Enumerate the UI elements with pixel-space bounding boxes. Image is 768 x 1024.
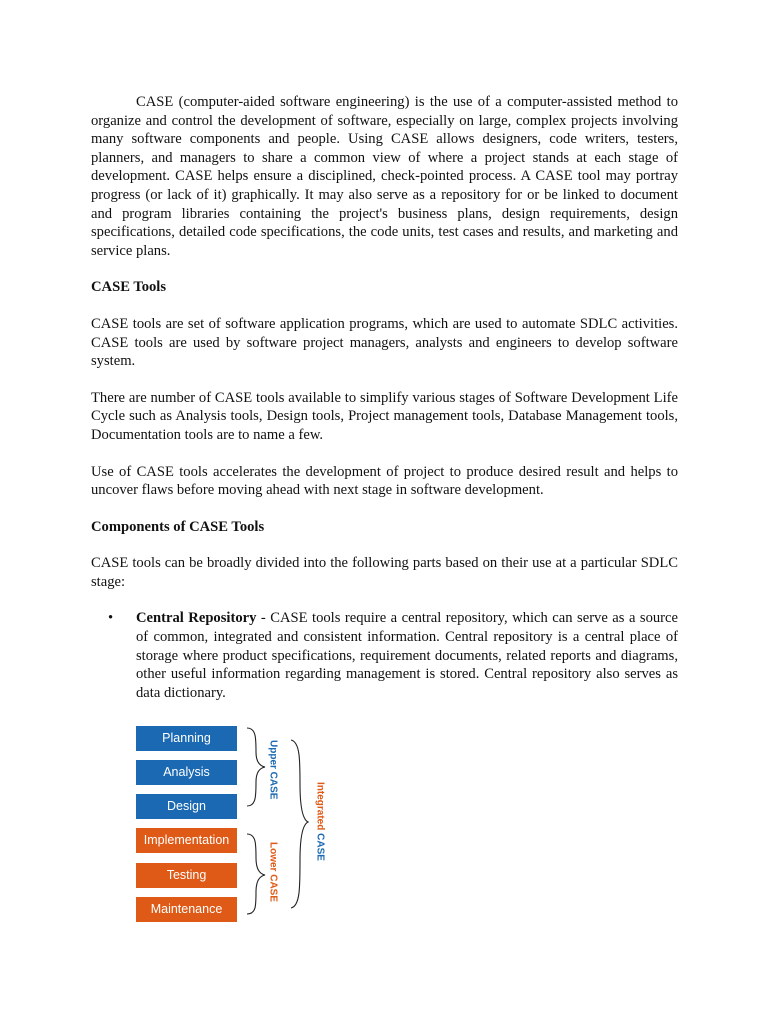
list-item-central-repository xyxy=(91,609,678,702)
intro-paragraph: CASE (computer-aided software engineering) is the use of a computer-assisted method to organize and control the development of software, especially on large, complex projects involving many software components and people. Using CASE allows designers, code writers, testers, planners, and managers to share a common view of where a project stands at each stage of development. CASE helps ensure a disciplined, check-pointed process. A CASE tool may portray progress (or lack of it) graphically. It may also serve as a repository for or be linked to document and program libraries containing the project's business plans, design requirements, design specifications, detailed code specifications, the code units, test cases and results, and marketing and service plans. xyxy=(91,94,678,259)
integrated-case-word: CASE xyxy=(314,833,326,861)
stage-design: Design xyxy=(136,794,237,819)
lower-case-label: Lower CASE xyxy=(267,842,279,903)
central-repository-text xyxy=(136,609,678,702)
document-body xyxy=(91,93,678,702)
central-repository-description: - CASE tools require a central repository, which can serve as a source of common, integrated and consistent information. Central repository is a central place of storage where product specifications, requirement documents, related reports and diagrams, other useful information regarding management is stored. Central repository also serves as data dictionary. xyxy=(136,610,678,701)
components-intro: CASE tools can be broadly divided into the following parts based on their use at a particular SDLC stage: xyxy=(91,555,678,590)
case-tools-heading: CASE Tools xyxy=(91,279,167,296)
components-heading: Components of CASE Tools xyxy=(91,518,265,535)
stage-implementation: Implementation xyxy=(136,828,237,853)
case-tools-paragraph-3: Use of CASE tools accelerates the development of project to produce desired result and helps to uncover flaws before moving ahead with next stage in software development. xyxy=(91,463,678,499)
stage-maintenance: Maintenance xyxy=(136,897,237,922)
brace-lines xyxy=(136,726,376,926)
case-tools-paragraph-2: There are number of CASE tools available to simplify various stages of Software Development Life Cycle such as Analysis tools, Design tools, Project management tools, Database Management tools, Documentation tools are to name a few. xyxy=(91,389,678,443)
integrated-brace-icon xyxy=(291,740,308,908)
stage-planning: Planning xyxy=(136,726,237,751)
bullet-icon: • xyxy=(108,610,114,627)
upper-case-label: Upper CASE xyxy=(267,740,279,800)
integrated-case-label xyxy=(310,782,329,861)
stage-analysis: Analysis xyxy=(136,760,237,785)
central-repository-title: Central Repository xyxy=(136,610,257,627)
case-tools-paragraph-1: CASE tools are set of software application programs, which are used to automate SDLC activities. CASE tools are used by software project managers, analysts and engineers to develop software system. xyxy=(91,315,678,370)
stage-testing: Testing xyxy=(136,863,237,888)
case-diagram xyxy=(136,726,376,926)
integrated-word: Integrated xyxy=(314,782,326,831)
